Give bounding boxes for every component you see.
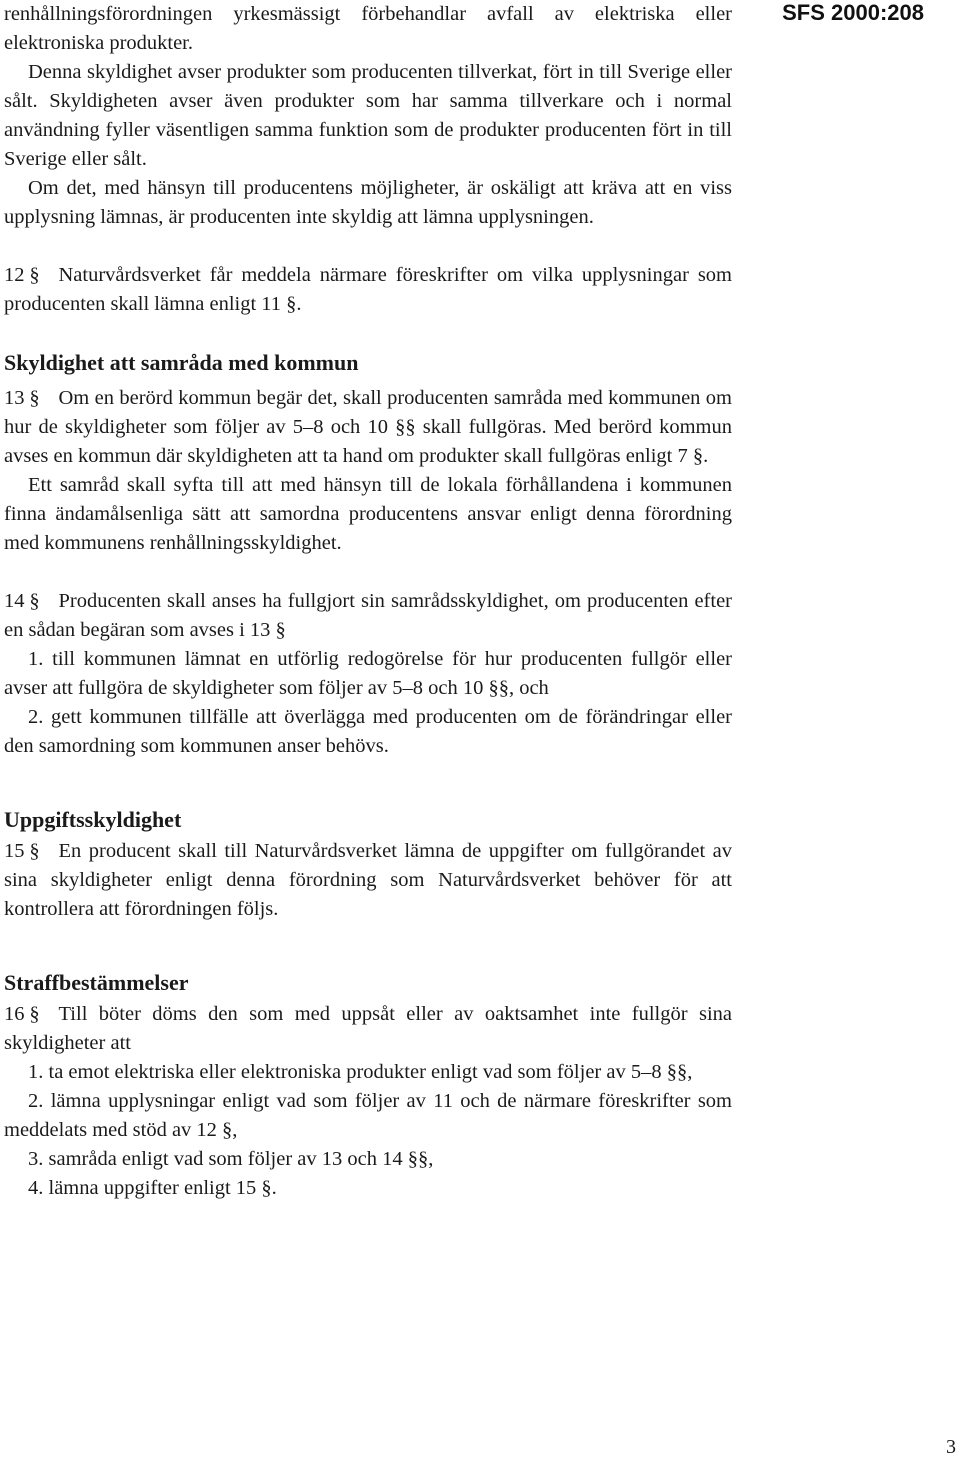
heading-uppgiftsskyldighet: Uppgiftsskyldighet <box>4 807 182 832</box>
list-item: 3. samråda enligt vad som följer av 13 och 14 §§, <box>28 1148 434 1170</box>
list-item: 2. lämna upplysningar enligt vad som följer av 11 och de närmare föreskrifter som meddelats med stöd av 12 §, <box>4 1090 732 1141</box>
page-number: 3 <box>946 1436 956 1458</box>
intro-paragraph-3: Om det, med hänsyn till producentens möjligheter, är oskäligt att kräva att en viss upplysning lämnas, är producenten inte skyldig att lämna upplysningen. <box>4 177 732 228</box>
section-number: 16 <box>4 1003 25 1025</box>
section-14 <box>4 587 732 645</box>
section-number: 12 <box>4 264 25 286</box>
section-sign: § <box>29 1003 40 1025</box>
list-item: 1. ta emot elektriska eller elektroniska produkter enligt vad som följer av 5–8 §§, <box>28 1061 693 1083</box>
section-number: 13 <box>4 387 25 409</box>
section-text: En producent skall till Naturvårdsverket lämna de uppgifter om fullgörandet av sina skyldigheter enligt denna förordning som Naturvårdsverket behöver för att kontrollera att förordningen följs. <box>4 840 732 920</box>
section-12 <box>4 261 732 319</box>
document-code: SFS 2000:208 <box>782 0 924 25</box>
section-number: 14 <box>4 590 25 612</box>
section-sign: § <box>29 387 40 409</box>
list-item: 1. till kommunen lämnat en utförlig redogörelse för hur producenten fullgör eller avser att fullgöra de skyldigheter som följer av 5–8 och 10 §§, och <box>4 648 732 699</box>
section-number: 15 <box>4 840 25 862</box>
section-sign: § <box>29 264 40 286</box>
body-text <box>4 0 732 1203</box>
section-sign: § <box>29 590 40 612</box>
list-item: 4. lämna uppgifter enligt 15 §. <box>28 1177 277 1199</box>
section-13 <box>4 384 732 471</box>
section-16 <box>4 1000 732 1058</box>
intro-paragraph-1: renhållningsförordningen yrkesmässigt förbehandlar avfall av elektriska eller elektroniska produkter. <box>4 3 732 54</box>
heading-samrada: Skyldighet att samråda med kommun <box>4 350 359 375</box>
section-13-paragraph-2: Ett samråd skall syfta till att med hänsyn till de lokala förhållandena i kommunen finna ändamålsenliga sätt att samordna producentens ansvar enligt denna förordning med kommunens renhållningsskyldighet. <box>4 474 732 554</box>
section-text: Om en berörd kommun begär det, skall producenten samråda med kommunen om hur de skyldigheter som följer av 5–8 och 10 §§ skall fullgöras. Med berörd kommun avses en kommun där skyldigheten att ta hand om produkter skall fullgöras enligt 7 §. <box>4 387 732 467</box>
section-text: Producenten skall anses ha fullgjort sin samrådsskyldighet, om producenten efter en sådan begäran som avses i 13 § <box>4 590 732 641</box>
section-15 <box>4 837 732 924</box>
section-text: Till böter döms den som med uppsåt eller av oaktsamhet inte fullgör sina skyldigheter att <box>4 1003 732 1054</box>
heading-straffbestammelser: Straffbestämmelser <box>4 970 189 995</box>
section-text: Naturvårdsverket får meddela närmare föreskrifter om vilka upplysningar som producenten skall lämna enligt 11 §. <box>4 264 732 315</box>
list-item: 2. gett kommunen tillfälle att överlägga med producenten om de förändringar eller den samordning som kommunen anser behövs. <box>4 706 732 757</box>
intro-paragraph-2: Denna skyldighet avser produkter som producenten tillverkat, fört in till Sverige eller sålt. Skyldigheten avser även produkter som har samma tillverkare och i normal användning fyller väsentligen samma funktion som de produkter producenten fört in till Sverige eller sålt. <box>4 61 732 170</box>
section-sign: § <box>29 840 40 862</box>
